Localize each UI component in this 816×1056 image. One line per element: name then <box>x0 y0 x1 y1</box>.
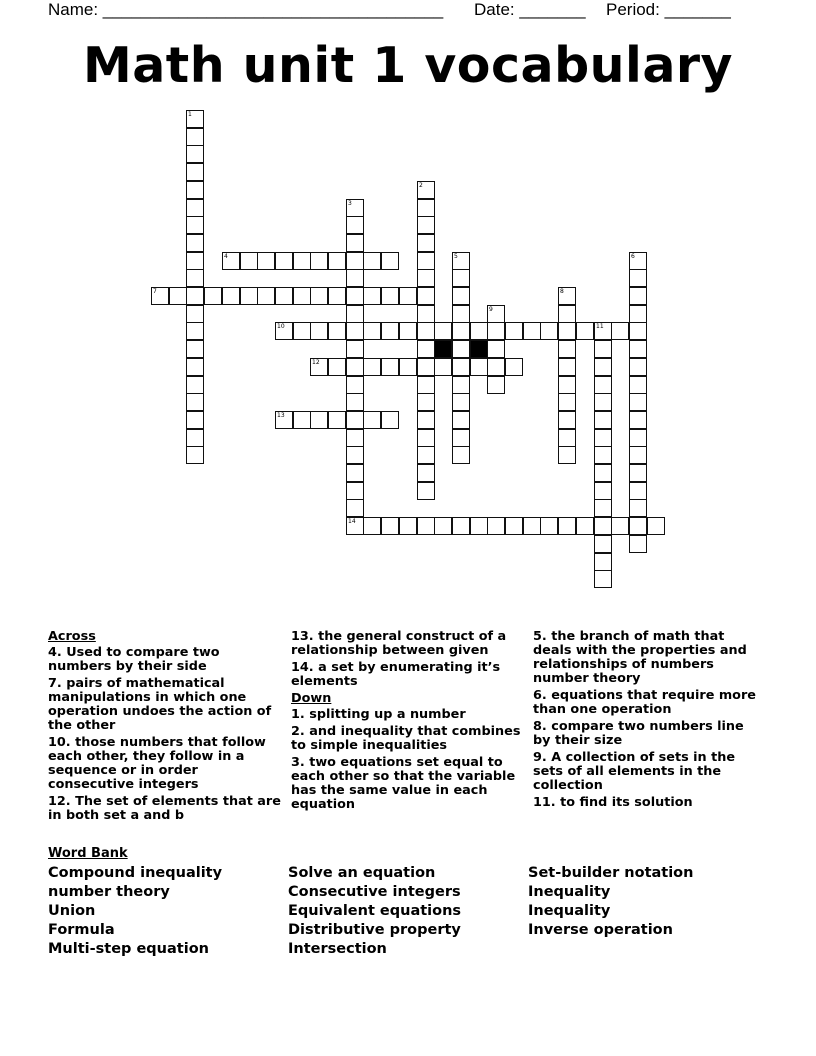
crossword-cell[interactable] <box>417 446 435 464</box>
clue-across-12 <box>48 795 284 823</box>
crossword-cell[interactable] <box>594 499 612 517</box>
clue-text: equations that require more than one operation <box>533 688 756 717</box>
crossword-cell[interactable] <box>186 287 204 305</box>
clue-number: 11. <box>533 795 556 810</box>
crossword-cell[interactable] <box>381 322 399 340</box>
crossword-cell[interactable] <box>452 429 470 447</box>
crossword-cell[interactable] <box>417 287 435 305</box>
crossword-cell[interactable] <box>186 110 204 128</box>
crossword-cell[interactable] <box>417 482 435 500</box>
crossword-cell[interactable] <box>346 199 364 217</box>
clue-number: 13. <box>291 629 314 644</box>
crossword-cell[interactable] <box>275 287 293 305</box>
crossword-block <box>434 340 452 358</box>
crossword-cell[interactable] <box>186 234 204 252</box>
crossword-cell[interactable] <box>275 322 293 340</box>
clue-across-13 <box>291 630 527 658</box>
crossword-cell[interactable] <box>346 482 364 500</box>
crossword-cell[interactable] <box>629 499 647 517</box>
crossword-cell[interactable] <box>594 393 612 411</box>
crossword-cell[interactable] <box>186 199 204 217</box>
crossword-cell[interactable] <box>629 393 647 411</box>
crossword-cell[interactable] <box>417 305 435 323</box>
clue-across-7 <box>48 677 284 733</box>
clue-text: A collection of sets in the sets of all elements in the collection <box>533 750 736 793</box>
clue-number: 3. <box>291 755 305 770</box>
crossword-cell[interactable] <box>417 429 435 447</box>
crossword-cell[interactable] <box>487 305 505 323</box>
clue-number-label: 12 <box>312 359 320 366</box>
word-bank-item: Distributive property <box>288 922 461 938</box>
crossword-cell[interactable] <box>629 482 647 500</box>
crossword-cell[interactable] <box>452 358 470 376</box>
clue-number-label: 2 <box>419 182 423 189</box>
crossword-cell[interactable] <box>558 287 576 305</box>
crossword-cell[interactable] <box>417 216 435 234</box>
crossword-cell[interactable] <box>346 358 364 376</box>
clue-number-label: 14 <box>348 518 356 525</box>
clue-down-11 <box>533 796 765 810</box>
clue-number-label: 4 <box>224 253 228 260</box>
clue-number-label: 10 <box>277 323 285 330</box>
crossword-cell[interactable] <box>346 216 364 234</box>
crossword-cell[interactable] <box>629 340 647 358</box>
clue-text: splitting up a number <box>309 707 466 722</box>
crossword-cell[interactable] <box>452 305 470 323</box>
crossword-cell[interactable] <box>452 517 470 535</box>
crossword-cell[interactable] <box>594 358 612 376</box>
crossword-cell[interactable] <box>399 287 417 305</box>
crossword-cell[interactable] <box>611 517 629 535</box>
clue-across-10 <box>48 736 284 792</box>
crossword-block <box>470 340 488 358</box>
crossword-cell[interactable] <box>186 411 204 429</box>
crossword-cell[interactable] <box>240 252 258 270</box>
crossword-cell[interactable] <box>186 269 204 287</box>
crossword-cell[interactable] <box>346 376 364 394</box>
crossword-cell[interactable] <box>417 411 435 429</box>
crossword-cell[interactable] <box>293 287 311 305</box>
word-bank-item: Inequality <box>528 903 611 919</box>
crossword-cell[interactable] <box>346 252 364 270</box>
crossword-cell[interactable] <box>310 411 328 429</box>
crossword-cell[interactable] <box>452 393 470 411</box>
crossword-cell[interactable] <box>346 287 364 305</box>
crossword-cell[interactable] <box>629 322 647 340</box>
crossword-cell[interactable] <box>417 234 435 252</box>
across-heading: Across <box>48 629 96 644</box>
crossword-cell[interactable] <box>594 482 612 500</box>
crossword-cell[interactable] <box>629 376 647 394</box>
crossword-cell[interactable] <box>346 393 364 411</box>
crossword-cell[interactable] <box>629 535 647 553</box>
down-heading: Down <box>291 691 332 706</box>
crossword-cell[interactable] <box>452 287 470 305</box>
crossword-cell[interactable] <box>417 358 435 376</box>
crossword-cell[interactable] <box>523 322 541 340</box>
clue-text: pairs of mathematical manipulations in which one operation undoes the action of the other <box>48 676 272 733</box>
crossword-cell[interactable] <box>417 393 435 411</box>
crossword-cell[interactable] <box>540 517 558 535</box>
clue-text: to find its solution <box>560 795 693 810</box>
clue-down-1 <box>291 708 527 722</box>
clue-number: 7. <box>48 676 62 691</box>
crossword-cell[interactable] <box>629 517 647 535</box>
crossword-cell[interactable] <box>186 252 204 270</box>
crossword-cell[interactable] <box>186 305 204 323</box>
clue-text: and inequality that combines to simple inequalities <box>291 724 521 753</box>
clue-number-label: 1 <box>188 111 192 118</box>
crossword-cell[interactable] <box>487 376 505 394</box>
clue-number: 9. <box>533 750 547 765</box>
word-bank-item: Inequality <box>528 884 611 900</box>
crossword-cell[interactable] <box>346 340 364 358</box>
crossword-cell[interactable] <box>558 429 576 447</box>
period-field: Period: _______ <box>606 0 731 19</box>
crossword-cell[interactable] <box>594 340 612 358</box>
clue-number: 8. <box>533 719 547 734</box>
clue-down-3 <box>291 756 527 812</box>
name-field: Name: ____________________________________ <box>48 0 444 19</box>
crossword-cell[interactable] <box>629 411 647 429</box>
clue-number: 10. <box>48 735 71 750</box>
crossword-cell[interactable] <box>594 446 612 464</box>
crossword-cell[interactable] <box>186 145 204 163</box>
crossword-cell[interactable] <box>293 252 311 270</box>
crossword-cell[interactable] <box>328 287 346 305</box>
clue-text: the branch of math that deals with the properties and relationships of numbers number theory <box>533 629 747 686</box>
crossword-cell[interactable] <box>346 269 364 287</box>
crossword-cell[interactable] <box>381 411 399 429</box>
crossword-cell[interactable] <box>186 429 204 447</box>
clue-number-label: 3 <box>348 200 352 207</box>
clue-down-8 <box>533 720 765 748</box>
crossword-cell[interactable] <box>151 287 169 305</box>
crossword-cell[interactable] <box>487 322 505 340</box>
crossword-cell[interactable] <box>275 411 293 429</box>
crossword-cell[interactable] <box>381 517 399 535</box>
crossword-cell[interactable] <box>434 517 452 535</box>
crossword-cell[interactable] <box>381 252 399 270</box>
clue-number: 6. <box>533 688 547 703</box>
crossword-cell[interactable] <box>594 535 612 553</box>
word-bank-item: Solve an equation <box>288 865 436 881</box>
crossword-cell[interactable] <box>310 287 328 305</box>
clue-down-9 <box>533 751 765 793</box>
crossword-cell[interactable] <box>523 517 541 535</box>
crossword-cell[interactable] <box>470 322 488 340</box>
crossword-cell[interactable] <box>558 340 576 358</box>
crossword-cell[interactable] <box>186 393 204 411</box>
crossword-cell[interactable] <box>293 411 311 429</box>
clue-number: 4. <box>48 645 62 660</box>
clue-number-label: 11 <box>596 323 604 330</box>
crossword-cell[interactable] <box>293 322 311 340</box>
clue-number: 5. <box>533 629 547 644</box>
crossword-cell[interactable] <box>310 358 328 376</box>
crossword-cell[interactable] <box>310 322 328 340</box>
crossword-cell[interactable] <box>594 464 612 482</box>
crossword-cell[interactable] <box>417 340 435 358</box>
crossword-cell[interactable] <box>204 287 222 305</box>
crossword-cell[interactable] <box>505 517 523 535</box>
word-bank-item: Formula <box>48 922 115 938</box>
clue-number-label: 8 <box>560 288 564 295</box>
clue-number: 12. <box>48 794 71 809</box>
crossword-cell[interactable] <box>275 252 293 270</box>
crossword-cell[interactable] <box>363 287 381 305</box>
crossword-cell[interactable] <box>346 411 364 429</box>
crossword-cell[interactable] <box>540 322 558 340</box>
crossword-cell[interactable] <box>257 287 275 305</box>
crossword-cell[interactable] <box>363 358 381 376</box>
crossword-cell[interactable] <box>346 499 364 517</box>
clue-column-2 <box>291 630 527 815</box>
crossword-cell[interactable] <box>346 446 364 464</box>
clue-down-2 <box>291 725 527 753</box>
crossword-cell[interactable] <box>594 517 612 535</box>
crossword-cell[interactable] <box>558 322 576 340</box>
crossword-cell[interactable] <box>505 322 523 340</box>
crossword-cell[interactable] <box>576 322 594 340</box>
crossword-cell[interactable] <box>346 305 364 323</box>
crossword-cell[interactable] <box>310 252 328 270</box>
clue-text: compare two numbers line by their size <box>533 719 744 748</box>
crossword-cell[interactable] <box>186 358 204 376</box>
crossword-cell[interactable] <box>629 287 647 305</box>
crossword-cell[interactable] <box>470 358 488 376</box>
clue-number: 2. <box>291 724 305 739</box>
crossword-cell[interactable] <box>594 411 612 429</box>
word-bank-item: Inverse operation <box>528 922 673 938</box>
clue-text: Used to compare two numbers by their side <box>48 645 220 674</box>
word-bank-item: Compound inequality <box>48 865 223 881</box>
word-bank-item: Union <box>48 903 96 919</box>
crossword-cell[interactable] <box>186 446 204 464</box>
crossword-cell[interactable] <box>452 322 470 340</box>
crossword-cell[interactable] <box>629 446 647 464</box>
crossword-cell[interactable] <box>452 411 470 429</box>
crossword-cell[interactable] <box>452 252 470 270</box>
crossword-cell[interactable] <box>417 269 435 287</box>
crossword-cell[interactable] <box>611 322 629 340</box>
crossword-cell[interactable] <box>417 517 435 535</box>
crossword-cell[interactable] <box>558 517 576 535</box>
word-bank-item: Set-builder notation <box>528 865 694 881</box>
crossword-cell[interactable] <box>240 287 258 305</box>
crossword-cell[interactable] <box>417 322 435 340</box>
crossword-cell[interactable] <box>558 411 576 429</box>
word-bank-item: Multi-step equation <box>48 941 209 957</box>
crossword-cell[interactable] <box>346 429 364 447</box>
clue-across-14 <box>291 661 527 689</box>
crossword-cell[interactable] <box>434 322 452 340</box>
crossword-cell[interactable] <box>558 305 576 323</box>
crossword-cell[interactable] <box>452 446 470 464</box>
crossword-cell[interactable] <box>363 517 381 535</box>
crossword-cell[interactable] <box>629 464 647 482</box>
crossword-cell[interactable] <box>328 322 346 340</box>
crossword-cell[interactable] <box>417 181 435 199</box>
word-bank-column-2 <box>288 864 461 959</box>
crossword-cell[interactable] <box>434 358 452 376</box>
date-field: Date: _______ <box>474 0 586 19</box>
crossword-cell[interactable] <box>558 376 576 394</box>
crossword-cell[interactable] <box>594 570 612 588</box>
crossword-cell[interactable] <box>346 464 364 482</box>
clue-text: The set of elements that are in both set a and b <box>48 794 281 823</box>
crossword-cell[interactable] <box>594 376 612 394</box>
crossword-cell[interactable] <box>363 252 381 270</box>
crossword-cell[interactable] <box>576 517 594 535</box>
crossword-cell[interactable] <box>487 358 505 376</box>
clue-text: two equations set equal to each other so that the variable has the same value in each equation <box>291 755 516 812</box>
clue-down-5 <box>533 630 765 686</box>
crossword-cell[interactable] <box>169 287 187 305</box>
clue-text: the general construct of a relationship between given <box>291 629 507 658</box>
crossword-cell[interactable] <box>186 340 204 358</box>
crossword-cell[interactable] <box>558 358 576 376</box>
crossword-cell[interactable] <box>487 517 505 535</box>
crossword-cell[interactable] <box>328 358 346 376</box>
crossword-cell[interactable] <box>417 376 435 394</box>
crossword-cell[interactable] <box>381 358 399 376</box>
clue-text: those numbers that follow each other, they follow in a sequence or in order consecutive integers <box>48 735 266 792</box>
crossword-cell[interactable] <box>417 199 435 217</box>
crossword-cell[interactable] <box>222 287 240 305</box>
crossword-cell[interactable] <box>186 376 204 394</box>
crossword-cell[interactable] <box>186 128 204 146</box>
clue-across-4 <box>48 646 284 674</box>
clue-number-label: 7 <box>153 288 157 295</box>
clue-column-1 <box>48 630 284 826</box>
word-bank-item: Intersection <box>288 941 387 957</box>
crossword-cell[interactable] <box>505 358 523 376</box>
crossword-cell[interactable] <box>629 252 647 270</box>
crossword-cell[interactable] <box>399 322 417 340</box>
crossword-cell[interactable] <box>222 252 240 270</box>
crossword-cell[interactable] <box>328 411 346 429</box>
crossword-cell[interactable] <box>629 269 647 287</box>
clue-number: 14. <box>291 660 314 675</box>
crossword-cell[interactable] <box>399 358 417 376</box>
crossword-cell[interactable] <box>363 411 381 429</box>
crossword-cell[interactable] <box>558 446 576 464</box>
word-bank-column-1 <box>48 864 222 959</box>
clue-number: 1. <box>291 707 305 722</box>
crossword-cell[interactable] <box>629 305 647 323</box>
crossword-cell[interactable] <box>328 252 346 270</box>
crossword-cell[interactable] <box>452 340 470 358</box>
crossword-cell[interactable] <box>186 163 204 181</box>
crossword-cell[interactable] <box>629 429 647 447</box>
crossword-cell[interactable] <box>186 322 204 340</box>
crossword-cell[interactable] <box>381 287 399 305</box>
crossword-cell[interactable] <box>257 252 275 270</box>
crossword-cell[interactable] <box>417 252 435 270</box>
crossword-cell[interactable] <box>346 517 364 535</box>
crossword-cell[interactable] <box>629 358 647 376</box>
crossword-cell[interactable] <box>470 517 488 535</box>
word-bank-heading: Word Bank <box>48 846 128 861</box>
crossword-cell[interactable] <box>594 429 612 447</box>
crossword-cell[interactable] <box>363 322 381 340</box>
word-bank-item: Equivalent equations <box>288 903 462 919</box>
clue-text: a set by enumerating it’s elements <box>291 660 501 689</box>
crossword-cell[interactable] <box>594 322 612 340</box>
page-title: Math unit 1 vocabulary <box>82 37 734 94</box>
crossword-cell[interactable] <box>487 340 505 358</box>
crossword-cell[interactable] <box>346 322 364 340</box>
crossword-cell[interactable] <box>186 216 204 234</box>
crossword-cell[interactable] <box>452 376 470 394</box>
crossword-cell[interactable] <box>647 517 665 535</box>
word-bank-item: Consecutive integers <box>288 884 461 900</box>
crossword-cell[interactable] <box>594 553 612 571</box>
clue-number-label: 5 <box>454 253 458 260</box>
crossword-cell[interactable] <box>417 464 435 482</box>
clue-column-3 <box>533 630 765 813</box>
word-bank-column-3 <box>528 864 693 940</box>
clue-number-label: 6 <box>631 253 635 260</box>
clue-down-6 <box>533 689 765 717</box>
word-bank-item: number theory <box>48 884 170 900</box>
crossword-cell[interactable] <box>346 234 364 252</box>
clue-number-label: 13 <box>277 412 285 419</box>
crossword-cell[interactable] <box>452 269 470 287</box>
crossword-cell[interactable] <box>186 181 204 199</box>
crossword-cell[interactable] <box>399 517 417 535</box>
clue-number-label: 9 <box>489 306 493 313</box>
crossword-cell[interactable] <box>558 393 576 411</box>
